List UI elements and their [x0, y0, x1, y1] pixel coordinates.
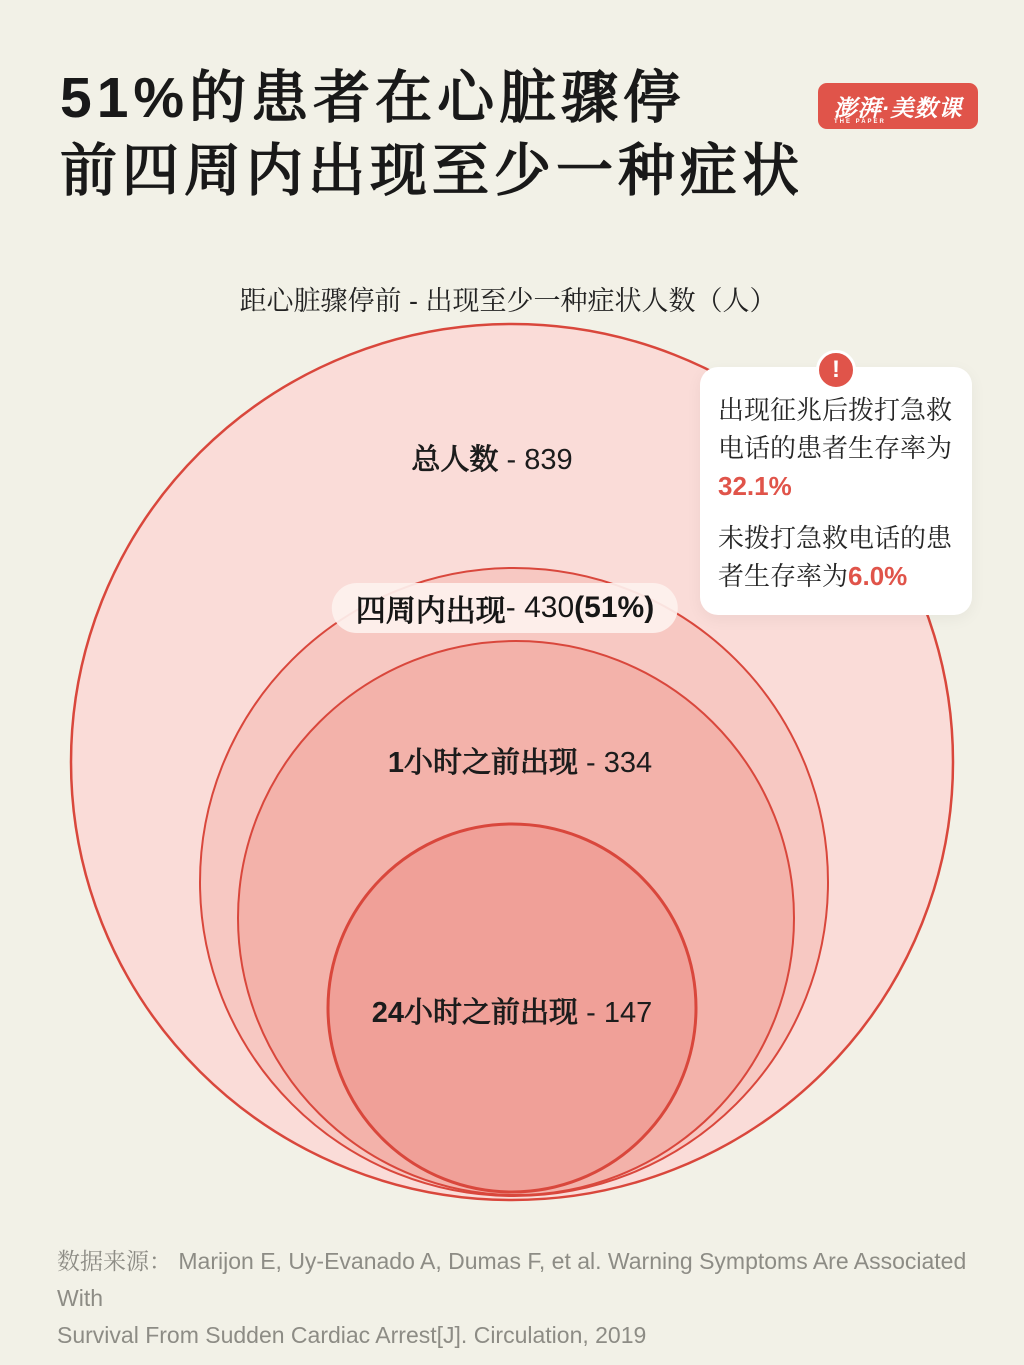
callout-p1-line1: 出现征兆后拨打急救 [718, 395, 953, 425]
paper-logo-subtext: THE PAPER [834, 119, 886, 125]
label-four-weeks-name: 四周内出现 [355, 595, 506, 628]
chart-subtitle: 距心脏骤停前 - 出现至少一种症状人数（人） [239, 286, 777, 316]
label-24-hours-name: 24小时之前出现 [371, 997, 579, 1029]
label-four-weeks-pill [332, 583, 678, 633]
callout-p2-line1: 未拨打急救电话的患 [718, 523, 953, 553]
label-four-weeks-value: - 430 [505, 591, 575, 624]
callout-paragraph-1 [718, 391, 956, 505]
callout-p2-line2 [718, 557, 956, 595]
label-24-hours-value: - 147 [578, 997, 653, 1029]
label-total-name: 总人数 [411, 444, 499, 476]
label-total [411, 437, 572, 478]
callout-p2-value: 6.0% [848, 561, 908, 591]
callout-p2-prefix: 者生存率为 [718, 561, 849, 591]
data-source-line1: 数据来源： Marijon E, Uy-Evanado A, Dumas F, et al. Warning Symptoms Are Associated With [57, 1248, 967, 1311]
survival-callout [700, 356, 972, 615]
label-one-hour-value: - 334 [577, 747, 653, 779]
label-one-hour [388, 740, 652, 781]
page-title-line2: 前四周内出现至少一种症状 [60, 139, 804, 203]
callout-p1-value: 32.1% [718, 471, 792, 501]
alert-icon [816, 350, 856, 390]
callout-p1-line2: 电话的患者生存率为 [718, 433, 953, 463]
label-one-hour-name: 1小时之前出现 [387, 747, 578, 779]
callout-paragraph-2 [718, 519, 956, 595]
alert-icon-glyph: ! [832, 356, 840, 383]
label-four-weeks-percent: (51%) [574, 591, 655, 624]
label-total-value: - 839 [498, 444, 573, 476]
data-source [57, 1243, 987, 1354]
page-title-line1: 51%的患者在心脏骤停 [60, 66, 686, 130]
paper-logo-text: 澎湃·美数课 [833, 94, 963, 121]
data-source-line2: Survival From Sudden Cardiac Arrest[J]. Circulation, 2019 [57, 1322, 647, 1348]
label-24-hours [372, 990, 652, 1031]
